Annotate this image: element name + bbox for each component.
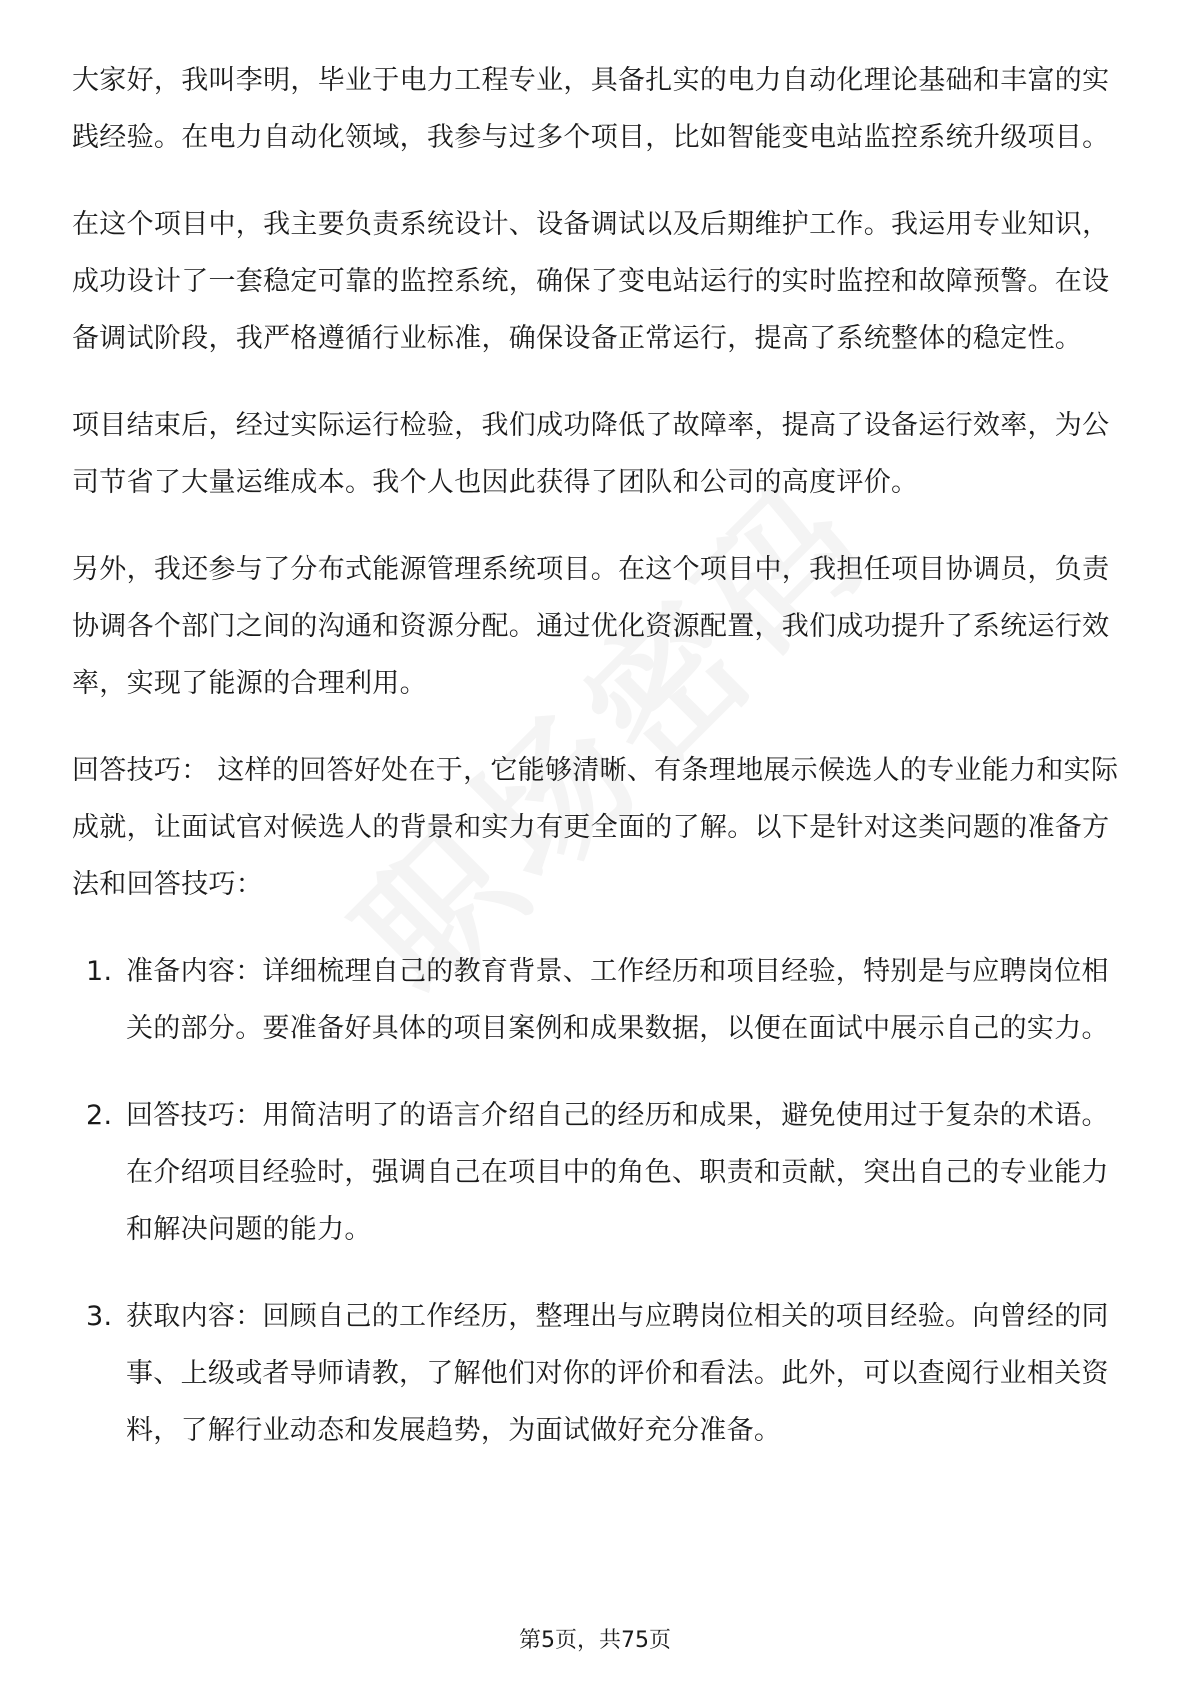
list-item-text: 回答技巧：用简洁明了的语言介绍自己的经历和成果，避免使用过于复杂的术语。在介绍项目经验时，强调自己在项目中的角色、职责和贡献，突出自己的专业能力和解决问题的能力。 bbox=[126, 1100, 1109, 1245]
list-item bbox=[72, 1288, 1122, 1459]
list-item-number: 1. bbox=[86, 956, 113, 987]
list-item-text: 获取内容：回顾自己的工作经历，整理出与应聘岗位相关的项目经验。向曾经的同事、上级或者导师请教，了解他们对你的评价和看法。此外，可以查阅行业相关资料，了解行业动态和发展趋势，为面试做好充分准备。 bbox=[126, 1301, 1109, 1446]
paragraph-second-project: 另外，我还参与了分布式能源管理系统项目。在这个项目中，我担任项目协调员，负责协调各个部门之间的沟通和资源分配。通过优化资源配置，我们成功提升了系统运行效率，实现了能源的合理利用。 bbox=[72, 554, 1110, 699]
paragraph-answer-tips: 回答技巧： 这样的回答好处在于，它能够清晰、有条理地展示候选人的专业能力和实际成就，让面试官对候选人的背景和实力有更全面的了解。以下是针对这类问题的准备方法和回答技巧： bbox=[72, 755, 1119, 900]
paragraph-project-result: 项目结束后，经过实际运行检验，我们成功降低了故障率，提高了设备运行效率，为公司节省了大量运维成本。我个人也因此获得了团队和公司的高度评价。 bbox=[72, 410, 1110, 498]
paragraph-intro: 大家好，我叫李明，毕业于电力工程专业，具备扎实的电力自动化理论基础和丰富的实践经验。在电力自动化领域，我参与过多个项目，比如智能变电站监控系统升级项目。 bbox=[72, 65, 1110, 153]
list-item-number: 3. bbox=[86, 1301, 113, 1332]
list-item-number: 2. bbox=[86, 1100, 113, 1131]
tips-list bbox=[72, 943, 1122, 1459]
list-item bbox=[72, 943, 1122, 1057]
list-item bbox=[72, 1087, 1122, 1258]
paragraph-project-role: 在这个项目中，我主要负责系统设计、设备调试以及后期维护工作。我运用专业知识，成功设计了一套稳定可靠的监控系统，确保了变电站运行的实时监控和故障预警。在设备调试阶段，我严格遵循行业标准，确保设备正常运行，提高了系统整体的稳定性。 bbox=[72, 209, 1110, 354]
document-body bbox=[72, 52, 1122, 1489]
list-item-text: 准备内容：详细梳理自己的教育背景、工作经历和项目经验，特别是与应聘岗位相关的部分。要准备好具体的项目案例和成果数据，以便在面试中展示自己的实力。 bbox=[126, 956, 1109, 1044]
page-footer: 第5页，共75页 bbox=[519, 1628, 671, 1653]
